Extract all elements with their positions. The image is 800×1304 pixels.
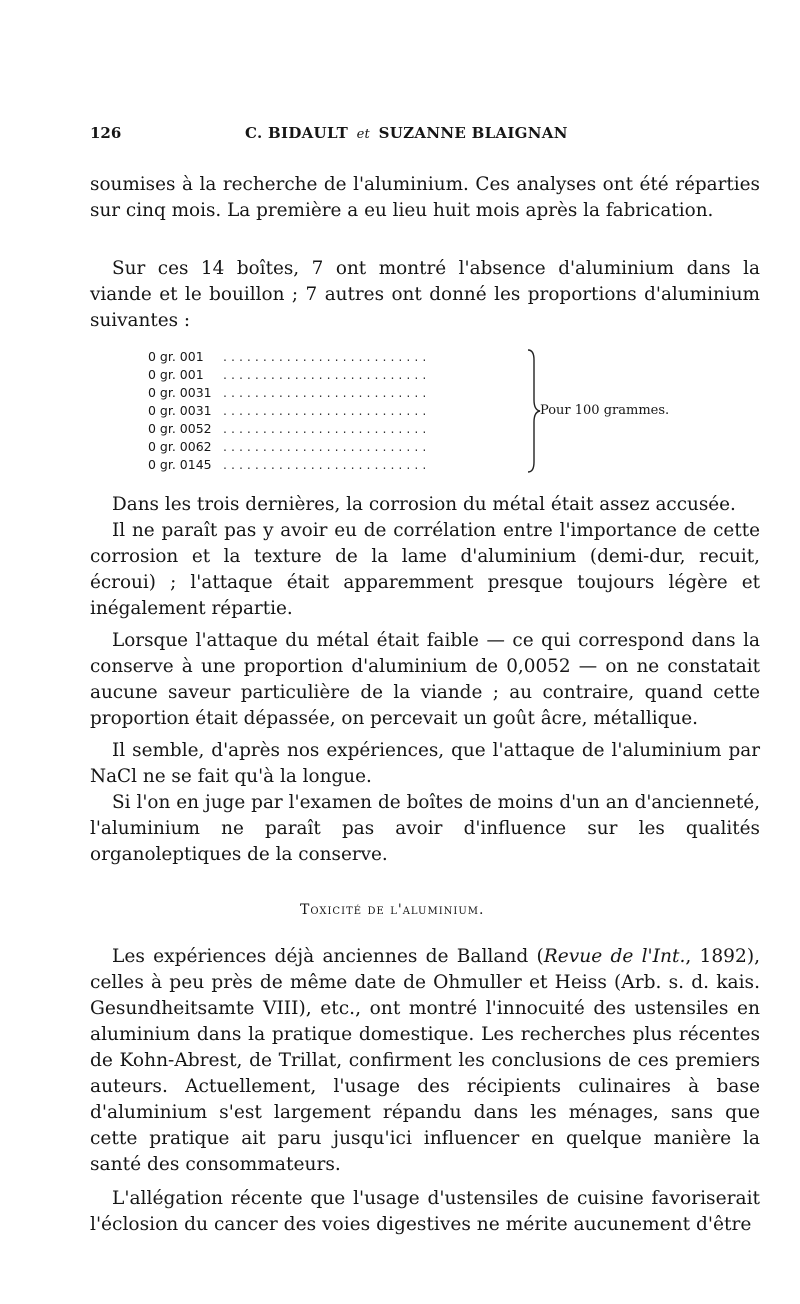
paragraph-allegation: L'allégation récente que l'usage d'ustensiles de cuisine favoriserait l'éclosion du cancer des voies digestives ne mérite aucunement d'être: [90, 1188, 760, 1235]
proportions-table: [148, 348, 748, 478]
dot-leader: ..........................: [223, 439, 431, 454]
proportion-value: 0 gr. 0052: [148, 421, 212, 436]
proportion-value: 0 gr. 001: [148, 349, 204, 364]
dot-leader: ..........................: [223, 403, 431, 418]
proportion-row: [148, 384, 748, 402]
paragraph-attaque: Lorsque l'attaque du métal était faible — ce qui correspond dans la conserve à une proportion d'aluminium de 0,0052 — on ne constatait aucune saveur particulière de la viande ; au contraire, quand cette proportion était dépassée, on percevait un goût âcre, métallique.: [90, 630, 760, 729]
running-title: [245, 124, 568, 142]
paragraph-analyses: soumises à la recherche de l'aluminium. Ces analyses ont été réparties sur cinq mois. La première a eu lieu huit mois après la fabrication.: [90, 174, 760, 221]
author-conjunction: et: [356, 127, 371, 142]
paragraph-corrosion: Dans les trois dernières, la corrosion du métal était assez accusée.: [112, 494, 736, 515]
journal-title: Revue de l'Int.: [543, 946, 686, 967]
paragraph-balland: [90, 944, 760, 1178]
proportion-value: 0 gr. 0031: [148, 385, 212, 400]
dot-leader: ..........................: [223, 421, 431, 436]
proportion-row: [148, 366, 748, 384]
running-header: [90, 124, 770, 150]
author-1: C. BIDAULT: [245, 124, 349, 142]
proportion-value: 0 gr. 0062: [148, 439, 212, 454]
paragraph-organoleptiques: Si l'on en juge par l'examen de boîtes de moins d'un an d'ancienneté, l'aluminium ne paraît pas avoir d'influence sur les qualités organoleptiques de la conserve.: [90, 792, 760, 865]
page-number: 126: [90, 124, 122, 142]
dot-leader: ..........................: [223, 385, 431, 400]
proportion-row: [148, 420, 748, 438]
dot-leader: ..........................: [223, 457, 431, 472]
proportion-row: [148, 456, 748, 474]
proportion-value: 0 gr. 0031: [148, 403, 212, 418]
section-title: Toxicité de l'aluminium.: [300, 902, 485, 918]
balland-text-start: Les expériences déjà anciennes de Balland (: [112, 946, 544, 967]
balland-text-rest: , 1892), celles à peu près de même date de Ohmuller et Heiss (Arb. s. d. kais. Gesundheitsamte VIII), etc., ont montré l'innocuité des ustensiles en aluminium dans la pratique domestique. Les recherches plus récentes de Kohn-Abrest, de Trillat, confirment les conclusions de ces premiers auteurs. Actuellement, l'usage des récipients culinaires à base d'aluminium s'est largement répandu dans les ménages, sans que cette pratique ait paru jusqu'ici influencer en quelque manière la santé des consommateurs.: [90, 946, 760, 1175]
dot-leader: ..........................: [223, 349, 431, 364]
paragraph-nacl: Il semble, d'après nos expériences, que l'attaque de l'aluminium par NaCl ne se fait qu'à la longue.: [90, 740, 760, 787]
proportion-value: 0 gr. 0145: [148, 457, 212, 472]
dot-leader: ..........................: [223, 367, 431, 382]
paragraph-boites: Sur ces 14 boîtes, 7 ont montré l'absence d'aluminium dans la viande et le bouillon ; 7 autres ont donné les proportions d'aluminium suivantes :: [90, 258, 760, 331]
proportion-row: [148, 348, 748, 366]
proportion-row: [148, 438, 748, 456]
author-2: SUZANNE BLAIGNAN: [378, 124, 568, 142]
proportion-value: 0 gr. 001: [148, 367, 204, 382]
paragraph-correlation: Il ne paraît pas y avoir eu de corrélation entre l'importance de cette corrosion et la texture de la lame d'aluminium (demi-dur, recuit, écroui) ; l'attaque était apparemment presque toujours légère et inégalement répartie.: [90, 520, 760, 619]
brace-label: Pour 100 grammes.: [540, 403, 670, 418]
